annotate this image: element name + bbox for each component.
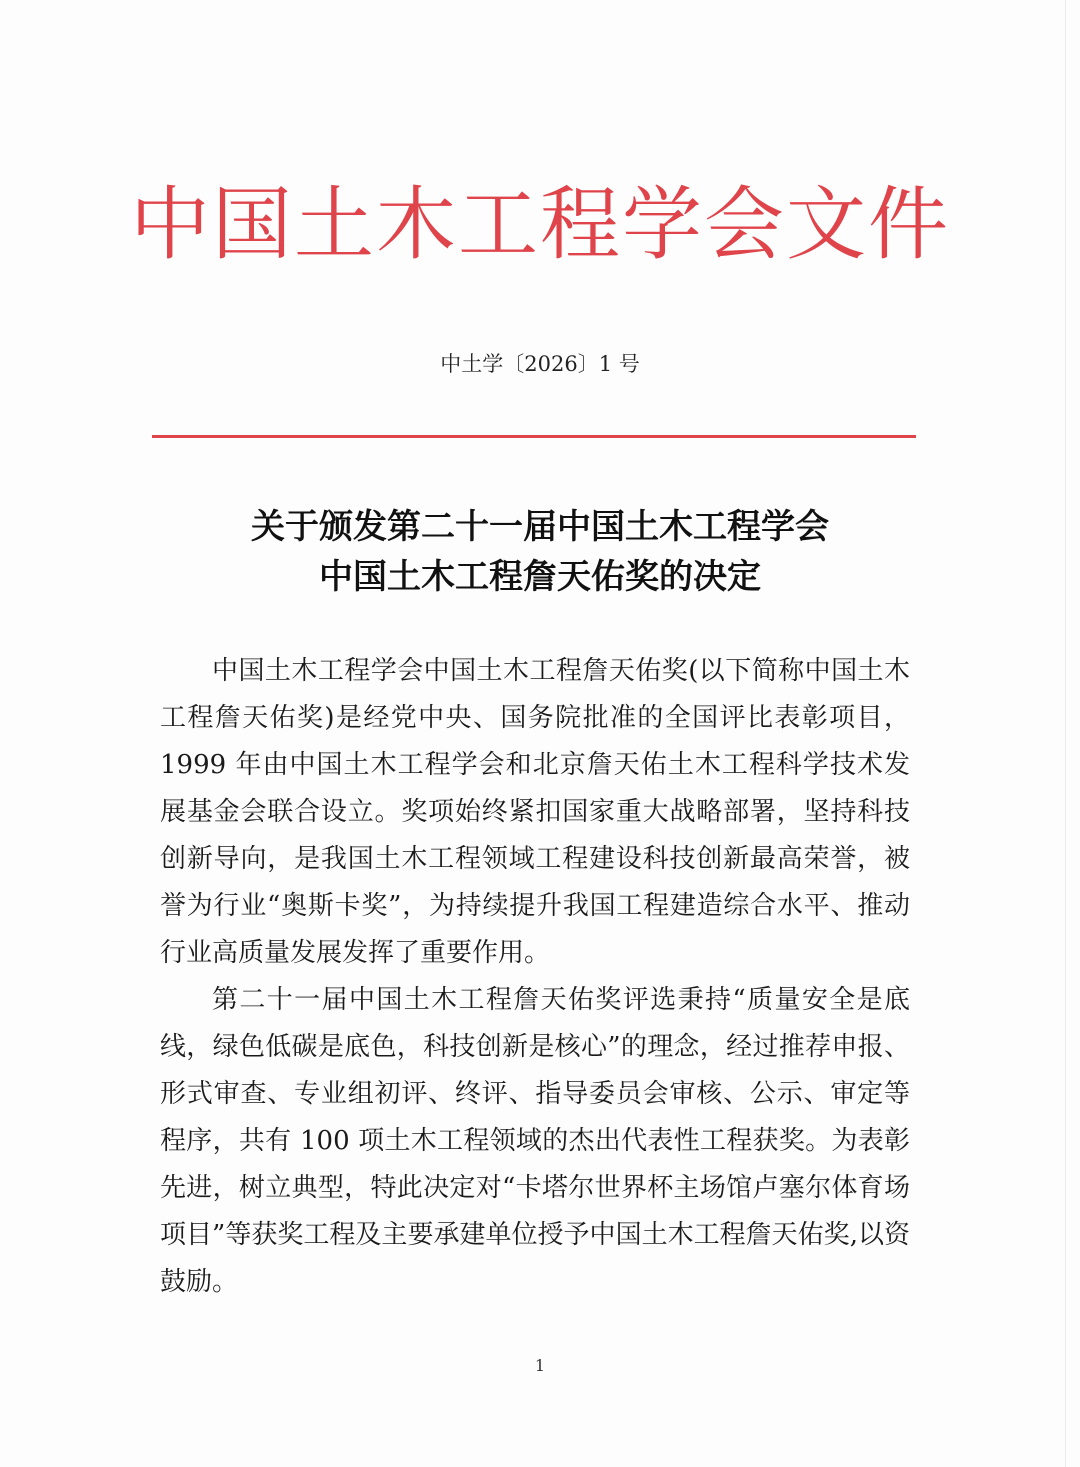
document-body xyxy=(160,648,910,1306)
red-divider-line xyxy=(152,435,916,438)
body-paragraph-1: 中国土木工程学会中国土木工程詹天佑奖(以下简称中国土木工程詹天佑奖)是经党中央、国务院批准的全国评比表彰项目，1999 年由中国土木工程学会和北京詹天佑土木工程科学技术发展基金会联合设立。奖项始终紧扣国家重大战略部署，坚持科技创新导向，是我国土木工程领域工程建设科技创新最高荣誉，被誉为行业“奥斯卡奖”，为持续提升我国工程建造综合水平、推动行业高质量发展发挥了重要作用。 xyxy=(160,656,910,968)
document-title xyxy=(0,502,1080,602)
page-number: 1 xyxy=(534,1356,546,1375)
title-line-2: 中国土木工程詹天佑奖的决定 xyxy=(319,557,761,597)
title-line-1: 关于颁发第二十一届中国土木工程学会 xyxy=(251,507,829,547)
masthead-title: 中国土木工程学会文件 xyxy=(130,178,950,271)
document-number: 中土学〔2026〕1 号 xyxy=(440,352,640,376)
body-paragraph-2: 第二十一届中国土木工程詹天佑奖评选秉持“质量安全是底线，绿色低碳是底色，科技创新是核心”的理念，经过推荐申报、形式审查、专业组初评、终评、指导委员会审核、公示、审定等程序，共有 100 项土木工程领域的杰出代表性工程获奖。为表彰先进，树立典型，特此决定对“卡塔尔世界杯主场馆卢塞尔体育场项目”等获奖工程及主要承建单位授予中国土木工程詹天佑奖,以资鼓励。 xyxy=(160,985,910,1297)
